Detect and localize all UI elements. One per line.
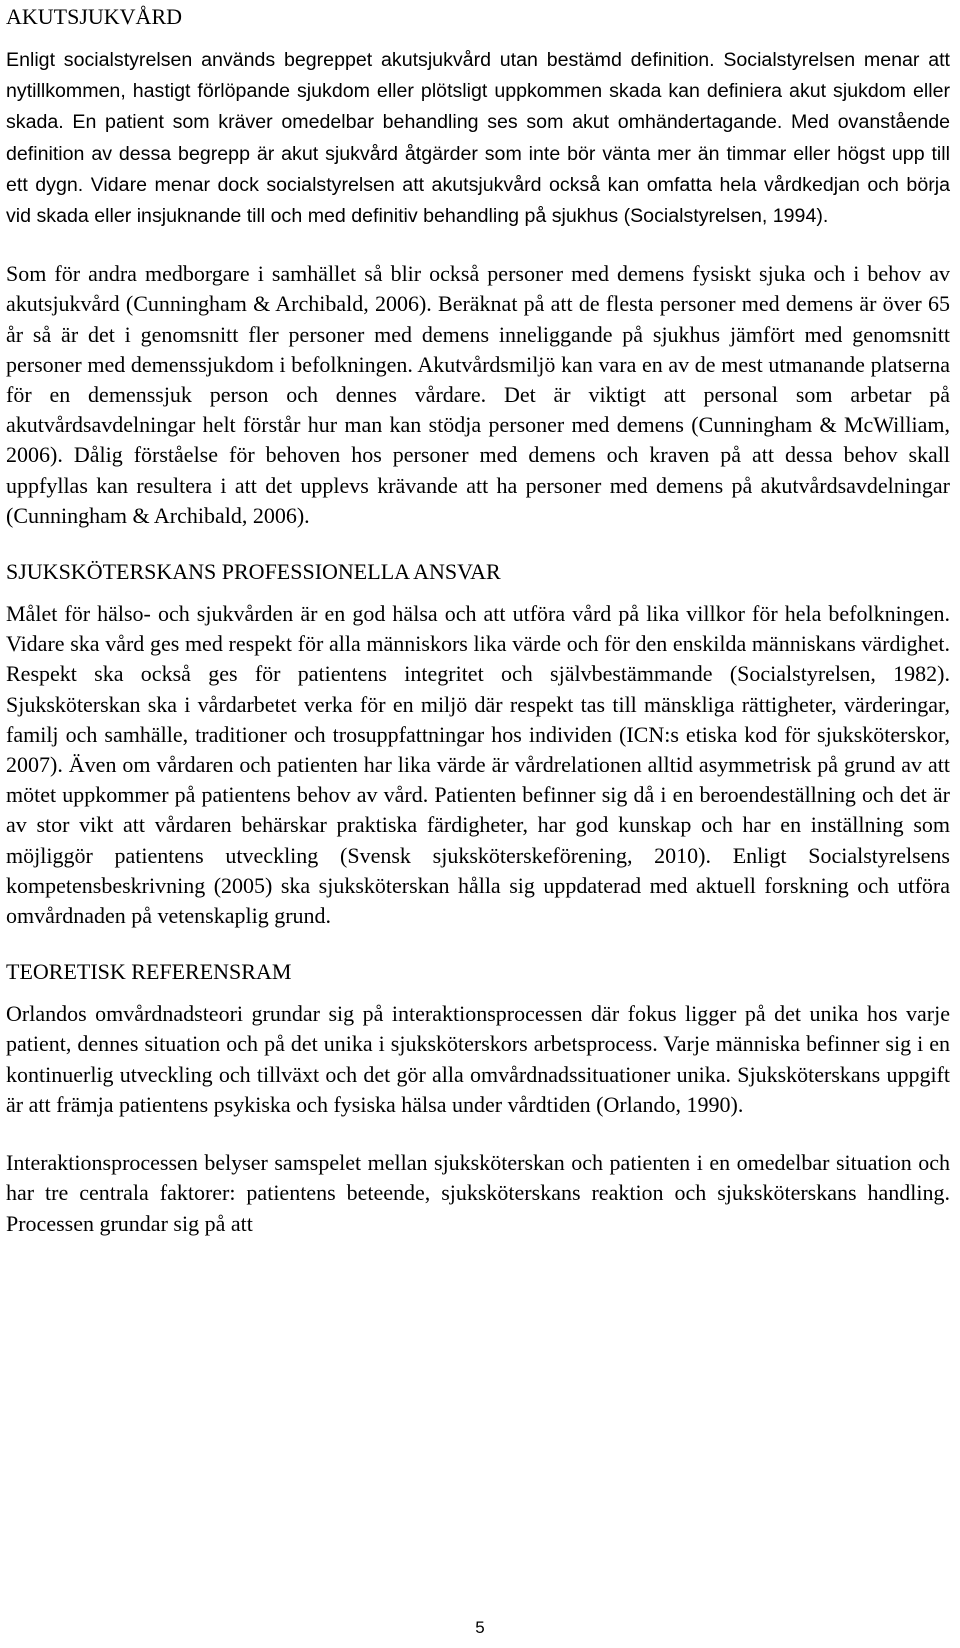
paragraph-definition-sans-part: Enligt socialstyrelsen används begreppet akutsjukvård utan bestämd definition. Socialstyrelsen menar att nytillkommen, hastigt förlöpande sjukdom eller plötsligt uppkommen skada kan definiera akut sjukdom eller skada. En patient som kräver omedelbar behandling ses som akut omhändertagande. Med ovanstående definition av dessa begrepp är akut sjukvård åtgärder som inte bör vänta mer än timmar eller högst upp till ett dygn. bbox=[6, 49, 950, 196]
paragraph-definition-sans-part-2: Vidare menar dock socialstyrelsen att akutsjukvård också kan omfatta hela vårdkedjan och börja vid skada eller insjuknande till och med definitiv behandling på sjukhus (Socialstyrelsen, 1994). bbox=[6, 173, 950, 228]
paragraph-orlando-theory: Orlandos omvårdnadsteori grundar sig på interaktionsprocessen där fokus ligger på det unika hos varje patient, dennes situation och på det unika i sjuksköterskors arbetsprocess. Varje människa befinner sig i en kontinuerlig utveckling och tillväxt och det gör alla omvårdnadssituationer unika. Sjuksköterskans uppgift är att främja patientens psykiska och fysiska hälsa under vårdtiden (Orlando, 1990). bbox=[6, 1001, 950, 1117]
paragraph-dementia: Som för andra medborgare i samhället så blir också personer med demens fysiskt sjuka och i behov av akutsjukvård (Cunningham & Archibald, 2006). Beräknat på att de flesta personer med demens är över 65 år så är det i genomsnitt fler personer med demens inneliggande på sjukhus jämfört med genomsnitt personer med demenssjukdom i befolkningen. Akutvårdsmiljö kan vara en av de mest utmanande platserna för en demenssjuk person och dennes vårdare. Det är viktigt att personal som arbetar på akutvårdsavdelningar helt förstår hur man kan stödja personer med demens (Cunningham & McWilliam, 2006). Dålig förståelse för behoven hos personer med demens och kraven på att dessa behov skall uppfyllas kan resultera i att det upplevs krävande att ha personer med demens på akutvårdsavdelningar (Cunningham & Archibald, 2006). bbox=[6, 261, 950, 528]
paragraph-interaction-process: Interaktionsprocessen belyser samspelet mellan sjuksköterskan och patienten i en omedelbar situation och har tre centrala faktorer: patientens beteende, sjuksköterskans reaktion och sjuksköterskans handling. Processen grundar sig på att bbox=[6, 1150, 950, 1236]
section-heading-akutsjukvard: AKUTSJUKVÅRD bbox=[6, 4, 183, 29]
section-heading-theoretical-framework: TEORETISK REFERENSRAM bbox=[6, 959, 292, 985]
paragraph-definition bbox=[6, 44, 950, 231]
paragraph-responsibility: Målet för hälso- och sjukvården är en god hälsa och att utföra vård på lika villkor för hela befolkningen. Vidare ska vård ges med respekt för alla människors lika värde och för den enskilda människans värdighet. Respekt ska också ges för patientens integritet och självbestämmande (Socialstyrelsen, 1982). Sjuksköterskan ska i vårdarbetet verka för en miljö där respekt tas till mänskliga rättigheter, värderingar, familj och samhälle, traditioner och trosuppfattningar hos individen (ICN:s etiska kod för sjuksköterskor, 2007). Även om vårdaren och patienten har lika värde är vårdrelationen alltid asymmetrisk på grund av att mötet uppkommer på patientens behov av vård. Patienten befinner sig då i en beroendeställning och det är av stor vikt att vårdaren behärskar praktiska färdigheter, har god kunskap och har en inställning som möjliggör patientens utveckling (Svensk sjuksköterskeförening, 2010). Enligt Socialstyrelsens kompetensbeskrivning (2005) ska sjuksköterskan hålla sig uppdaterad med aktuell forskning och utföra omvårdnaden på vetenskaplig grund. bbox=[6, 601, 950, 929]
section-heading-professional-responsibility: SJUKSKÖTERSKANS PROFESSIONELLA ANSVAR bbox=[6, 559, 501, 585]
page-number: 5 bbox=[475, 1618, 485, 1637]
